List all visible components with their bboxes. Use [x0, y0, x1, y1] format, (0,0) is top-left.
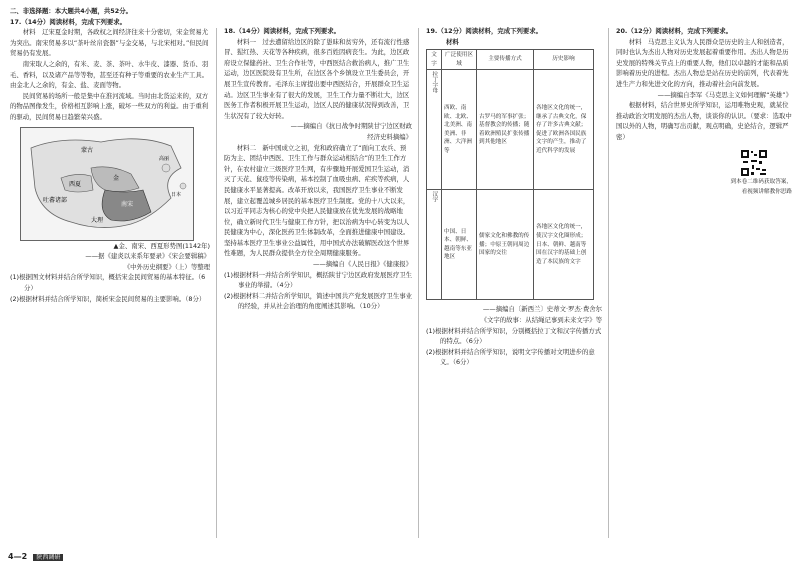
q20-task: 根据材料，结合世界史所学知识，运用唯物史观，就某位推动政治文明发展的杰出人物，谈谈你的认识。（要求：选取中国以外的人物，明确写出贡献，观点明确，史论结合，逻辑严密） [616, 101, 792, 141]
column-q18 [224, 0, 412, 312]
map-label: 南宋 [121, 200, 134, 208]
table-header: 文字 [427, 50, 442, 70]
table-cell: 汉字 [427, 190, 442, 300]
table-cell: 儒家文化和佛教的传播；中原王朝同周边国家的交往 [477, 190, 534, 300]
table-cell: 中国、日本、朝鲜、越南等东亚地区 [442, 190, 477, 300]
q17-source-1: ——据《建炎以来系年要录》《宋会要辑稿》 [85, 252, 210, 261]
q18-source-2: ——摘编自《人民日报》《健康报》 [312, 260, 412, 269]
q19-source-2: 《文字的故事：从结绳记事到未来文字》等 [480, 315, 602, 324]
q18-source-1b: 经济史料摘编》 [367, 132, 412, 141]
q17-task-2: (2)根据材料并结合所学知识，简析宋金民间贸易的主要影响。（8分） [10, 294, 206, 303]
section-title: 二、非选择题：本大题共4小题，共52分。 [10, 7, 132, 15]
column-q17 [10, 0, 210, 304]
q17-material-1: 材料 辽宋夏金时期，各政权之间经济往来十分密切，宋金贸易尤为突出。南宋贸易多以“茶叶丝帛瓷器”与金交易，与北宋相对。”但民间贸易仍有发展。 [10, 28, 209, 58]
q20-head: 20.（12分）阅读材料，完成下列要求。 [616, 27, 733, 35]
page-footer [8, 552, 63, 561]
map-label: 大理 [91, 216, 104, 224]
song-jin-map [20, 127, 194, 241]
qr-code[interactable] [740, 149, 768, 177]
qr-caption-2: 看视频讲解教你思路 [741, 189, 792, 196]
q20-material: 材料 马克思主义认为人民群众是历史的主人和创造者，同时也认为杰出人物对历史发展起着重要作用。杰出人物是历史发展的特殊关节点上的重要人物，他们以卓越的才能和品质影响着历史的进程。杰出人物总是站在历史的前列，代表着先进生产力和先进文化的方向，推动着社会向前发展。 [616, 37, 789, 88]
table-header: 广泛使用区域 [442, 50, 477, 70]
q19-task-2: (2)根据材料并结合所学知识，说明文字传播对文明进步的意义。（6分） [426, 347, 595, 367]
map-label: 西夏 [69, 180, 82, 188]
q18-task-2: (2)根据材料二并结合所学知识，简述中国共产党发展医疗卫生事业的经验，并从社会治理的角度阐述其影响。（10分） [224, 291, 412, 311]
q18-material-1: 材料一 过去遭留给边区的除了愚昧和贫穷外，还有流行性感冒、猩红热、天花等各种疾病，很多百姓因病丧生。为此，边区政府设立保健药社、卫生合作社等，中西医结合救治病人，推广卫生运动，边区医院设有卫生所，在边区各个乡镇设立卫生委员会，开展卫生宣传教育。毛泽东主席提出要中西医结合，开展群众卫生运动。边区卫生事业有了很大的发展，卫生工作力量不断壮大，边区医务工作者积极开展卫生运动，边区人民的健康状况得到改善，卫生状况有了较大好转。 [224, 37, 410, 120]
map-graphic [21, 128, 193, 240]
table-row [427, 190, 594, 300]
table-cell: 拉丁字母 [427, 70, 442, 190]
q19-task-1: (1)根据材料并结合所学知识，分别概括拉丁文和汉字传播方式的特点。（6分） [426, 326, 602, 346]
page-number: 4—2 [8, 552, 28, 561]
q17-material-2: 南宋取人之余的，有米、麦、茶、茶叶、水牛皮、漆器、货币、羽毛、香料，以及诸产品等等物，甚至还有种子等重要的农业生产工具。由金北人之余的，有金、盐、麦面等物。 [10, 59, 209, 90]
qr-code-icon [740, 149, 768, 177]
footer-region: 陕西调研 [33, 554, 63, 561]
q19-material-label: 材料 [446, 37, 459, 46]
table-cell: 古罗马的军事扩张；基督教会的传播；随着欧洲殖民扩张传播到其他地区 [477, 70, 534, 190]
map-label: 高丽 [159, 155, 170, 162]
q18-head: 18.（14分）阅读材料，完成下列要求。 [224, 27, 341, 35]
column-divider [216, 28, 217, 538]
q18-task-1: (1)根据材料一并结合所学知识，概括陕甘宁边区政府发展医疗卫生事业的举措。（4分） [224, 270, 412, 290]
map-label: 日本 [171, 191, 182, 198]
q17-source-2: 《中外历史纲要》（上）等整理 [123, 262, 210, 271]
map-label: 蒙古 [81, 146, 94, 154]
table-header: 历史影响 [534, 50, 594, 70]
table-header: 主要传播方式 [477, 50, 534, 70]
column-q19 [426, 0, 602, 368]
table-cell: 各地区文化的统一，使汉字文化圈形成；日本、朝鲜、越南等国在汉字的基础上创造了本民族的文字 [534, 190, 594, 300]
q18-source-1a: ——摘编自《抗日战争时期陕甘宁边区财政 [290, 122, 412, 131]
column-divider [418, 28, 419, 538]
table-cell: 各地区文化的统一，继承了古典文化，保存了许多古典文献；促进了欧洲各国民族文字的产生，推动了近代科学的发展 [534, 70, 594, 190]
q18-material-2: 材料二 新中国成立之初，党和政府确立了“面向工农兵、预防为主、团结中西医、卫生工作与群众运动相结合”的卫生工作方针，在农村建立三级医疗卫生网，有步骤地开展爱国卫生运动，消灭了天花、鼠疫等传染病，基本控制了血吸虫病、疟疾等疾病，人民健康水平显著提高。改革开放以来，我国医疗卫生事业不断发展，建立起覆盖城乡居民的基本医疗卫生制度。党的十八大以来，以习近平同志为核心的党中央把人民健康放在优先发展的战略地位，确立新时代卫生与健康工作方针，把以治病为中心转变为以人民健康为中心，深化医药卫生体制改革，全面推进健康中国建设。坚持基本医疗卫生事业公益属性，用中国式办法破解医改这个世界性难题，为人民群众提供全方位全周期健康服务。 [224, 143, 410, 258]
q20-source: ——摘编自李军《马克思主义如何理解“英雄”》 [657, 90, 792, 99]
table-row [427, 70, 594, 190]
table-header-row [427, 50, 594, 70]
map-label: 金 [113, 174, 120, 182]
q19-head: 19.（12分）阅读材料，完成下列要求。 [426, 27, 543, 35]
q19-source-1: ——摘编自〔新西兰〕史蒂文·罗杰·费舍尔 [482, 305, 602, 314]
table-cell: 西欧、南欧、北欧、北美洲、南美洲、非洲、大洋洲等 [442, 70, 477, 190]
map-label: 吐蕃诸部 [43, 196, 68, 204]
column-divider [608, 28, 609, 538]
column-q20 [616, 0, 792, 198]
script-comparison-table [426, 49, 594, 300]
map-caption: ▲金、南宋、西夏形势图(1142年) [113, 241, 210, 250]
q17-task-1: (1)根据图文材料并结合所学知识，概括宋金民间贸易的基本特征。（6分） [10, 273, 206, 292]
q17-head: 17.（14分）阅读材料，完成下列要求。 [10, 17, 127, 26]
q17-material-3: 民间贸易的场所一般是集中在淮河流域。当时由北货运来的，双方的物品图像发生，价格相互影响上涨，破坏一些双方的利益。由于重利的驱动，民间贸易日趋繁荣兴盛。 [10, 91, 209, 121]
qr-caption-1: 到本卷二维码获取答案， [730, 178, 792, 185]
